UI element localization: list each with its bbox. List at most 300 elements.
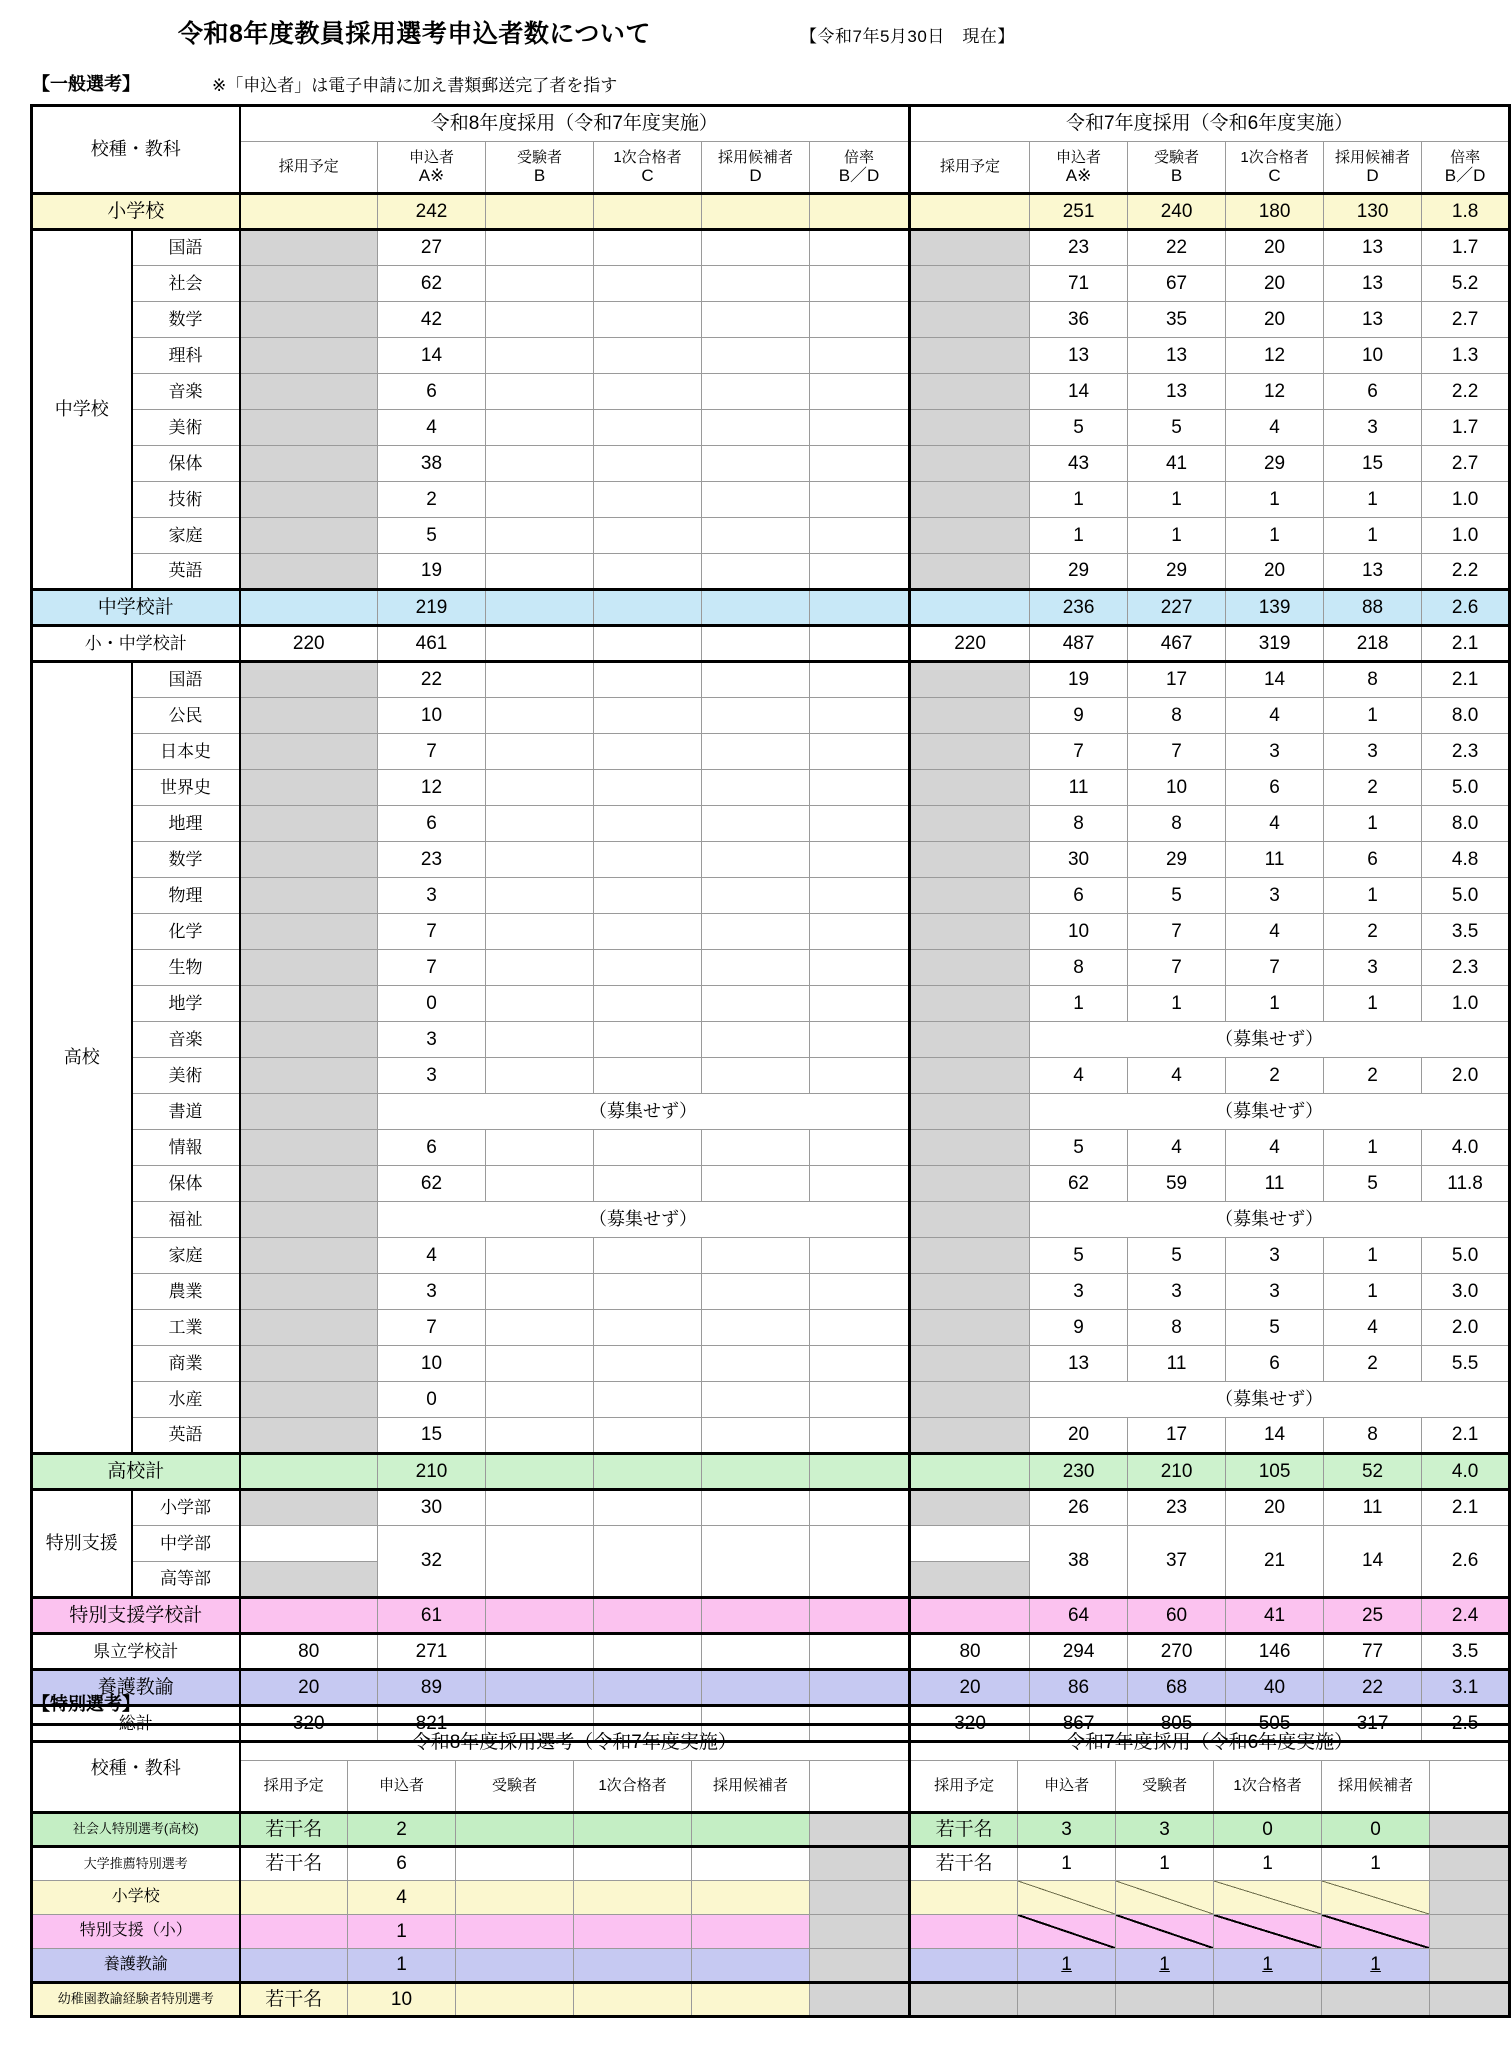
cell-candidates xyxy=(1322,1983,1430,2017)
cell-pass1 xyxy=(594,734,702,770)
th-block-right: 令和7年度採用（令和6年度実施） xyxy=(910,106,1510,142)
cell-applicants: 2 xyxy=(378,482,486,518)
cell-candidates: 5 xyxy=(1324,1166,1422,1202)
table-row xyxy=(32,230,1510,266)
row-group-label: 中学校 xyxy=(32,230,132,590)
cell-examinees xyxy=(486,1526,594,1598)
cell-pass1 xyxy=(594,1310,702,1346)
table-row xyxy=(32,950,1510,986)
cell-pass1: 20 xyxy=(1226,302,1324,338)
cell-plan: 320 xyxy=(910,1706,1030,1742)
cell-pass1 xyxy=(594,626,702,662)
cell-examinees xyxy=(486,302,594,338)
cell-applicants: 14 xyxy=(378,338,486,374)
cell-candidates: 52 xyxy=(1324,1454,1422,1490)
row-label: 英語 xyxy=(132,554,240,590)
cell-ratio: 5.0 xyxy=(1422,878,1510,914)
cell-pass1 xyxy=(594,1346,702,1382)
cell-candidates: 88 xyxy=(1324,590,1422,626)
cell-pass1: 1 xyxy=(1214,1847,1322,1881)
cell-candidates: 6 xyxy=(1324,374,1422,410)
cell-examinees: 1 xyxy=(1116,1949,1214,1983)
cell-examinees xyxy=(486,446,594,482)
cell-pass1 xyxy=(594,1490,702,1526)
cell-plan xyxy=(910,770,1030,806)
row-label: 中学校計 xyxy=(32,590,240,626)
cell-applicants: 23 xyxy=(1030,230,1128,266)
cell-ratio xyxy=(810,374,910,410)
cell-examinees: 3 xyxy=(1116,1813,1214,1847)
cell-applicants: 10 xyxy=(378,698,486,734)
cell-ratio: 1.0 xyxy=(1422,518,1510,554)
th-category: 校種・教科 xyxy=(32,106,240,194)
cell-candidates xyxy=(1322,1915,1430,1949)
not-recruiting-cell: （募集せず） xyxy=(1030,1382,1510,1418)
cell-applicants: 13 xyxy=(1030,1346,1128,1382)
cell-applicants: 15 xyxy=(378,1418,486,1454)
cell-ratio xyxy=(810,518,910,554)
th-candidates-right: 採用候補者 D xyxy=(1324,142,1422,194)
cell-pass1 xyxy=(1214,1881,1322,1915)
row-label: 数学 xyxy=(132,842,240,878)
table-row xyxy=(32,554,1510,590)
cell-ratio xyxy=(810,266,910,302)
cell-applicants: 38 xyxy=(378,446,486,482)
cell-applicants: 14 xyxy=(1030,374,1128,410)
cell-pass1: 40 xyxy=(1226,1670,1324,1706)
cell-examinees: 60 xyxy=(1128,1598,1226,1634)
cell-candidates xyxy=(702,1490,810,1526)
cell-pass1 xyxy=(594,1130,702,1166)
cell-examinees xyxy=(456,1915,574,1949)
cell-plan xyxy=(910,518,1030,554)
row-label: 養護教諭 xyxy=(32,1670,240,1706)
row-label: 社会 xyxy=(132,266,240,302)
cell-ratio: 2.2 xyxy=(1422,554,1510,590)
cell-examinees xyxy=(486,266,594,302)
cell-examinees xyxy=(456,1847,574,1881)
table-row xyxy=(32,842,1510,878)
cell-pass1: 1 xyxy=(1214,1949,1322,1983)
cell-examinees: 7 xyxy=(1128,950,1226,986)
cell-candidates xyxy=(702,1346,810,1382)
cell-applicants: 29 xyxy=(1030,554,1128,590)
cell-plan: 若干名 xyxy=(240,1983,348,2017)
cell-ratio xyxy=(810,842,910,878)
th2-candidates-left: 採用候補者 xyxy=(692,1761,810,1813)
table-row xyxy=(32,1022,1510,1058)
cell-pass1: 139 xyxy=(1226,590,1324,626)
cell-plan: 若干名 xyxy=(240,1813,348,1847)
cell-candidates xyxy=(692,1983,810,2017)
cell-candidates: 1 xyxy=(1324,518,1422,554)
cell-applicants: 2 xyxy=(348,1813,456,1847)
cell-plan xyxy=(240,374,378,410)
cell-plan xyxy=(240,482,378,518)
cell-candidates xyxy=(702,842,810,878)
cell-candidates: 3 xyxy=(1324,950,1422,986)
table-row xyxy=(32,1094,1510,1130)
cell-candidates: 14 xyxy=(1324,1526,1422,1598)
cell-examinees xyxy=(486,1634,594,1670)
row-label: 高等部 xyxy=(132,1562,240,1598)
cell-examinees: 13 xyxy=(1128,338,1226,374)
cell-plan xyxy=(910,1238,1030,1274)
cell-examinees: 1 xyxy=(1128,986,1226,1022)
cell-candidates xyxy=(702,518,810,554)
cell-applicants: 3 xyxy=(378,878,486,914)
cell-applicants xyxy=(1018,1983,1116,2017)
cell-applicants: 867 xyxy=(1030,1706,1128,1742)
cell-ratio: 3.5 xyxy=(1422,914,1510,950)
cell-applicants: 6 xyxy=(378,374,486,410)
table2-body xyxy=(32,1813,1510,2017)
cell-ratio xyxy=(810,590,910,626)
cell-pass1 xyxy=(594,590,702,626)
cell-candidates: 317 xyxy=(1324,1706,1422,1742)
cell-pass1 xyxy=(574,1813,692,1847)
cell-candidates xyxy=(702,806,810,842)
cell-plan: 220 xyxy=(240,626,378,662)
table-row xyxy=(32,194,1510,230)
cell-ratio xyxy=(810,806,910,842)
cell-pass1 xyxy=(574,1881,692,1915)
row-label: 農業 xyxy=(132,1274,240,1310)
cell-spacer xyxy=(810,1949,910,1983)
cell-applicants: 4 xyxy=(378,410,486,446)
cell-candidates xyxy=(702,626,810,662)
cell-pass1 xyxy=(594,302,702,338)
row-label: 特別支援（小） xyxy=(32,1915,240,1949)
cell-plan xyxy=(240,194,378,230)
cell-ratio: 8.0 xyxy=(1422,698,1510,734)
row-group-label: 特別支援 xyxy=(32,1490,132,1598)
th-applicants-left: 申込者 A※ xyxy=(378,142,486,194)
table-row xyxy=(32,698,1510,734)
cell-ratio xyxy=(810,662,910,698)
cell-plan xyxy=(910,1310,1030,1346)
general-selection-label: 【一般選考】 xyxy=(32,74,140,94)
row-label: 小学校 xyxy=(32,194,240,230)
row-label: 高校計 xyxy=(32,1454,240,1490)
cell-applicants: 0 xyxy=(378,1382,486,1418)
cell-candidates: 25 xyxy=(1324,1598,1422,1634)
cell-examinees xyxy=(486,698,594,734)
special-selection-label: 【特別選考】 xyxy=(32,1694,140,1714)
cell-plan xyxy=(240,878,378,914)
th2-pass1-left: 1次合格者 xyxy=(574,1761,692,1813)
cell-candidates: 10 xyxy=(1324,338,1422,374)
cell-ratio xyxy=(810,878,910,914)
cell-candidates xyxy=(702,410,810,446)
cell-candidates: 130 xyxy=(1324,194,1422,230)
cell-candidates xyxy=(702,1670,810,1706)
cell-pass1 xyxy=(594,950,702,986)
cell-examinees xyxy=(486,1058,594,1094)
cell-plan xyxy=(910,1526,1030,1562)
cell-ratio: 1.3 xyxy=(1422,338,1510,374)
cell-ratio: 1.0 xyxy=(1422,986,1510,1022)
cell-plan xyxy=(910,662,1030,698)
row-label: 世界史 xyxy=(132,770,240,806)
cell-examinees xyxy=(1116,1983,1214,2017)
cell-ratio: 2.2 xyxy=(1422,374,1510,410)
cell-candidates xyxy=(702,662,810,698)
cell-ratio xyxy=(810,302,910,338)
cell-candidates xyxy=(702,950,810,986)
cell-candidates: 1 xyxy=(1324,1274,1422,1310)
row-label: 音楽 xyxy=(132,374,240,410)
cell-examinees: 7 xyxy=(1128,914,1226,950)
cell-candidates xyxy=(702,1022,810,1058)
cell-ratio: 4.0 xyxy=(1422,1130,1510,1166)
cell-examinees: 22 xyxy=(1128,230,1226,266)
cell-ratio: 1.7 xyxy=(1422,410,1510,446)
cell-plan xyxy=(240,770,378,806)
cell-examinees: 17 xyxy=(1128,662,1226,698)
cell-ratio xyxy=(810,1058,910,1094)
cell-applicants: 9 xyxy=(1030,698,1128,734)
cell-applicants: 62 xyxy=(378,266,486,302)
table-row xyxy=(32,518,1510,554)
cell-applicants: 23 xyxy=(378,842,486,878)
cell-applicants: 19 xyxy=(1030,662,1128,698)
cell-pass1: 4 xyxy=(1226,914,1324,950)
table-row xyxy=(32,374,1510,410)
row-label: 保体 xyxy=(132,446,240,482)
cell-pass1 xyxy=(594,1598,702,1634)
cell-plan xyxy=(910,950,1030,986)
cell-plan xyxy=(240,806,378,842)
cell-plan xyxy=(240,698,378,734)
cell-plan xyxy=(910,1058,1030,1094)
not-recruiting-cell: （募集せず） xyxy=(1030,1094,1510,1130)
cell-ratio xyxy=(810,230,910,266)
cell-plan xyxy=(240,1274,378,1310)
cell-pass1: 0 xyxy=(1214,1813,1322,1847)
cell-candidates xyxy=(702,446,810,482)
table2-header xyxy=(32,1725,1510,1813)
th-plan-left: 採用予定 xyxy=(240,142,378,194)
cell-candidates: 1 xyxy=(1324,986,1422,1022)
cell-ratio xyxy=(810,1166,910,1202)
cell-applicants: 62 xyxy=(378,1166,486,1202)
cell-plan: 20 xyxy=(240,1670,378,1706)
cell-examinees: 3 xyxy=(1128,1274,1226,1310)
cell-candidates xyxy=(702,1130,810,1166)
cell-ratio xyxy=(810,554,910,590)
cell-examinees xyxy=(486,194,594,230)
cell-examinees xyxy=(486,1022,594,1058)
th-candidates-left: 採用候補者 D xyxy=(702,142,810,194)
cell-applicants: 27 xyxy=(378,230,486,266)
cell-candidates xyxy=(702,338,810,374)
cell-examinees xyxy=(486,914,594,950)
cell-applicants: 10 xyxy=(348,1983,456,2017)
cell-examinees: 8 xyxy=(1128,698,1226,734)
table-row xyxy=(32,1058,1510,1094)
cell-examinees xyxy=(486,1274,594,1310)
cell-pass1 xyxy=(594,878,702,914)
cell-plan xyxy=(240,554,378,590)
cell-ratio: 1.8 xyxy=(1422,194,1510,230)
cell-pass1 xyxy=(594,1022,702,1058)
cell-applicants: 7 xyxy=(378,734,486,770)
cell-spacer xyxy=(1430,1847,1510,1881)
row-label: 特別支援学校計 xyxy=(32,1598,240,1634)
cell-candidates: 6 xyxy=(1324,842,1422,878)
cell-applicants: 219 xyxy=(378,590,486,626)
cell-examinees: 467 xyxy=(1128,626,1226,662)
cell-ratio: 2.6 xyxy=(1422,1526,1510,1598)
cell-candidates xyxy=(702,1274,810,1310)
cell-plan xyxy=(910,230,1030,266)
cell-examinees xyxy=(486,554,594,590)
row-label: 公民 xyxy=(132,698,240,734)
cell-pass1 xyxy=(594,482,702,518)
cell-spacer xyxy=(1430,1881,1510,1915)
th2-applicants-left: 申込者 xyxy=(348,1761,456,1813)
table-row xyxy=(32,662,1510,698)
cell-applicants: 36 xyxy=(1030,302,1128,338)
cell-ratio: 3.5 xyxy=(1422,1634,1510,1670)
cell-plan xyxy=(240,1022,378,1058)
cell-ratio xyxy=(810,1310,910,1346)
cell-ratio xyxy=(810,1022,910,1058)
cell-candidates xyxy=(702,1634,810,1670)
cell-applicants: 3 xyxy=(378,1022,486,1058)
cell-examinees xyxy=(456,1881,574,1915)
cell-examinees xyxy=(486,338,594,374)
cell-candidates xyxy=(692,1881,810,1915)
cell-applicants: 64 xyxy=(1030,1598,1128,1634)
cell-ratio: 2.4 xyxy=(1422,1598,1510,1634)
row-label: 地理 xyxy=(132,806,240,842)
cell-pass1 xyxy=(594,914,702,950)
cell-candidates: 1 xyxy=(1324,878,1422,914)
cell-pass1 xyxy=(594,1058,702,1094)
cell-examinees: 5 xyxy=(1128,878,1226,914)
cell-pass1 xyxy=(594,518,702,554)
cell-examinees: 5 xyxy=(1128,1238,1226,1274)
cell-examinees xyxy=(486,1454,594,1490)
cell-applicants: 7 xyxy=(378,950,486,986)
cell-applicants xyxy=(1018,1881,1116,1915)
cell-plan xyxy=(910,302,1030,338)
row-label: 水産 xyxy=(132,1382,240,1418)
row-label: 小学校 xyxy=(32,1881,240,1915)
cell-ratio: 2.1 xyxy=(1422,1418,1510,1454)
cell-spacer xyxy=(810,1813,910,1847)
cell-applicants: 62 xyxy=(1030,1166,1128,1202)
row-group-label: 高校 xyxy=(32,662,132,1454)
cell-examinees xyxy=(486,770,594,806)
cell-plan xyxy=(910,1346,1030,1382)
row-label: 美術 xyxy=(132,1058,240,1094)
table-row xyxy=(32,1130,1510,1166)
th-pass1-left: 1次合格者 C xyxy=(594,142,702,194)
cell-pass1: 11 xyxy=(1226,842,1324,878)
cell-candidates: 4 xyxy=(1324,1310,1422,1346)
cell-applicants: 7 xyxy=(378,914,486,950)
cell-applicants: 30 xyxy=(378,1490,486,1526)
table-row xyxy=(32,338,1510,374)
cell-candidates xyxy=(702,482,810,518)
cell-applicants: 0 xyxy=(378,986,486,1022)
cell-plan xyxy=(910,338,1030,374)
cell-applicants: 7 xyxy=(378,1310,486,1346)
table-row xyxy=(32,1949,1510,1983)
cell-applicants: 3 xyxy=(1030,1274,1128,1310)
cell-pass1: 41 xyxy=(1226,1598,1324,1634)
table-row xyxy=(32,986,1510,1022)
cell-plan xyxy=(910,1983,1018,2017)
cell-pass1: 2 xyxy=(1226,1058,1324,1094)
cell-plan xyxy=(910,554,1030,590)
cell-plan xyxy=(910,1598,1030,1634)
cell-candidates xyxy=(702,1598,810,1634)
cell-pass1 xyxy=(594,842,702,878)
row-label: 中学部 xyxy=(132,1526,240,1562)
cell-plan xyxy=(910,1454,1030,1490)
cell-candidates xyxy=(702,878,810,914)
cell-plan xyxy=(240,950,378,986)
cell-candidates: 13 xyxy=(1324,302,1422,338)
cell-ratio xyxy=(810,698,910,734)
cell-examinees xyxy=(456,1813,574,1847)
cell-candidates xyxy=(692,1915,810,1949)
cell-plan xyxy=(910,374,1030,410)
cell-pass1 xyxy=(594,1382,702,1418)
cell-plan xyxy=(240,1418,378,1454)
cell-ratio: 5.5 xyxy=(1422,1346,1510,1382)
table-row xyxy=(32,1310,1510,1346)
cell-examinees: 13 xyxy=(1128,374,1226,410)
row-label: 大学推薦特別選考 xyxy=(32,1847,240,1881)
cell-plan: 320 xyxy=(240,1706,378,1742)
row-label: 商業 xyxy=(132,1346,240,1382)
cell-examinees xyxy=(486,1598,594,1634)
cell-pass1 xyxy=(1214,1915,1322,1949)
cell-candidates xyxy=(702,1166,810,1202)
as-of-date: 【令和7年5月30日 現在】 xyxy=(800,27,1015,46)
special-selection-table xyxy=(30,1723,1511,2018)
cell-spacer xyxy=(1430,1983,1510,2017)
cell-candidates: 1 xyxy=(1324,806,1422,842)
th2-block-right: 令和7年度採用（令和6年度実施） xyxy=(910,1725,1510,1761)
cell-examinees xyxy=(486,1382,594,1418)
applicant-definition-note: ※「申込者」は電子申請に加え書類郵送完了者を指す xyxy=(212,76,618,95)
cell-applicants: 1 xyxy=(1018,1949,1116,1983)
cell-pass1: 11 xyxy=(1226,1166,1324,1202)
th-ratio-left: 倍率 B／D xyxy=(810,142,910,194)
cell-examinees xyxy=(486,410,594,446)
cell-applicants: 251 xyxy=(1030,194,1128,230)
table-row xyxy=(32,734,1510,770)
cell-examinees xyxy=(456,1949,574,1983)
cell-applicants: 236 xyxy=(1030,590,1128,626)
cell-applicants: 32 xyxy=(378,1526,486,1598)
cell-pass1: 20 xyxy=(1226,1490,1324,1526)
cell-plan xyxy=(240,1382,378,1418)
cell-ratio xyxy=(810,914,910,950)
cell-examinees: 10 xyxy=(1128,770,1226,806)
cell-applicants: 242 xyxy=(378,194,486,230)
cell-applicants: 86 xyxy=(1030,1670,1128,1706)
cell-ratio xyxy=(810,446,910,482)
cell-plan xyxy=(910,1022,1030,1058)
table-row xyxy=(32,806,1510,842)
